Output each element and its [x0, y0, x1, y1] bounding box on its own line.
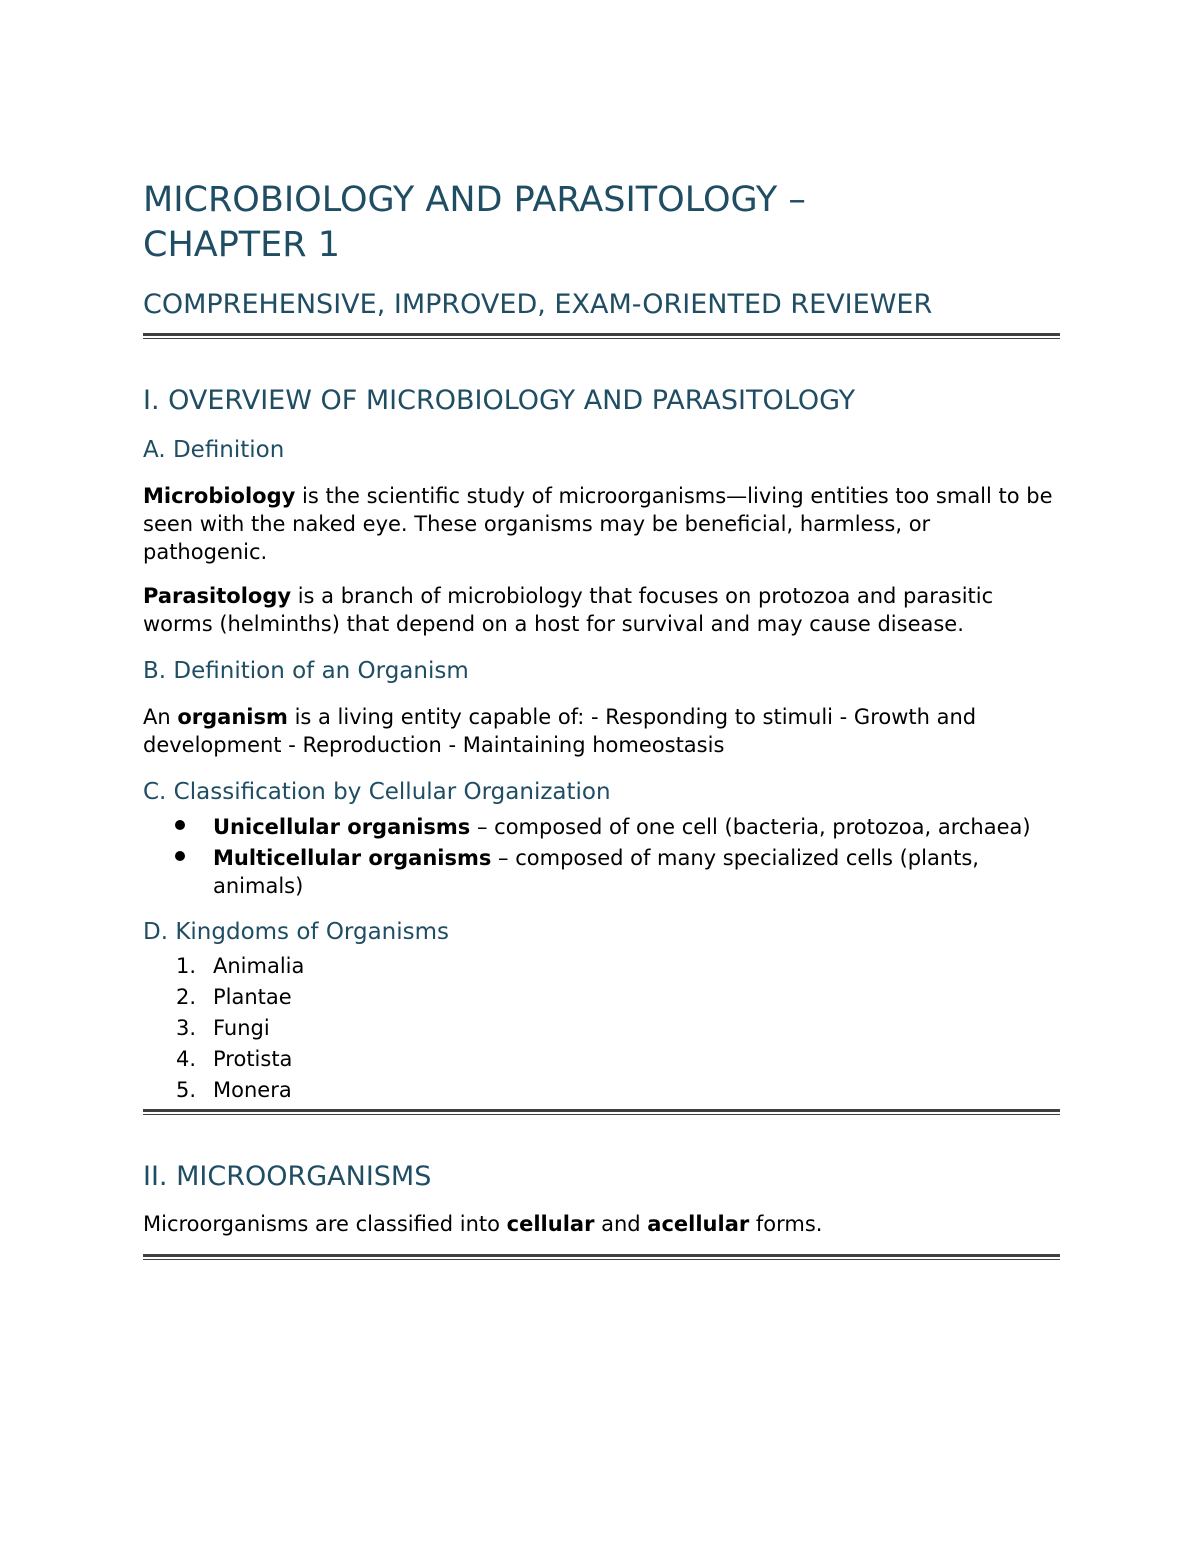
- section-heading-overview: I. OVERVIEW OF MICROBIOLOGY AND PARASITOLOGY: [143, 385, 856, 416]
- classification-list: [143, 813, 1060, 900]
- bullet-icon: [175, 851, 185, 861]
- term-cellular: cellular: [506, 1212, 595, 1236]
- list-item: 5. Monera: [176, 1078, 292, 1102]
- list-item: 2. Plantae: [176, 985, 292, 1009]
- paragraph-microbiology: Microbiology is the scientific study of microorganisms—living entities too small to be seen with the naked eye. These organisms may be beneficial, harmless, or pathogenic.: [143, 484, 1053, 564]
- subheading-classification: C. Classification by Cellular Organization: [143, 779, 611, 805]
- list-item: 4. Protista: [176, 1047, 293, 1071]
- term-parasitology: Parasitology: [143, 584, 292, 608]
- term-acellular: acellular: [647, 1212, 750, 1236]
- paragraph-parasitology: Parasitology is a branch of microbiology that focuses on protozoa and parasitic worms (helminths) that depend on a host for survival and may cause disease.: [143, 584, 994, 636]
- list-item: 3. Fungi: [176, 1016, 270, 1040]
- document-title: [143, 178, 1060, 268]
- term-microbiology: Microbiology: [143, 484, 296, 508]
- divider-rule: [143, 333, 1060, 339]
- kingdoms-list: [143, 951, 1060, 1106]
- list-item: Multicellular organisms – composed of many specialized cells (plants, animals): [143, 844, 1060, 900]
- bullet-icon: [175, 820, 185, 830]
- section-heading-microorganisms: II. MICROORGANISMS: [143, 1161, 432, 1192]
- term-organism: organism: [177, 705, 288, 729]
- title-line-1: MICROBIOLOGY AND PARASITOLOGY –: [143, 180, 806, 220]
- subheading-organism: B. Definition of an Organism: [143, 658, 469, 684]
- document-subtitle: COMPREHENSIVE, IMPROVED, EXAM-ORIENTED REVIEWER: [143, 289, 933, 320]
- subheading-definition: A. Definition: [143, 437, 285, 463]
- subheading-kingdoms: D. Kingdoms of Organisms: [143, 919, 450, 945]
- paragraph-organism: An organism is a living entity capable of: - Responding to stimuli - Growth and development - Reproduction - Maintaining homeostasis: [143, 705, 977, 757]
- divider-rule: [143, 1109, 1060, 1115]
- document-page: [143, 178, 1060, 1260]
- list-item: 1. Animalia: [176, 954, 305, 978]
- paragraph-microorganisms: Microorganisms are classified into cellular and acellular forms.: [143, 1212, 823, 1236]
- title-line-2: CHAPTER 1: [143, 225, 341, 265]
- list-item: Unicellular organisms – composed of one cell (bacteria, protozoa, archaea): [143, 813, 1060, 841]
- divider-rule: [143, 1254, 1060, 1260]
